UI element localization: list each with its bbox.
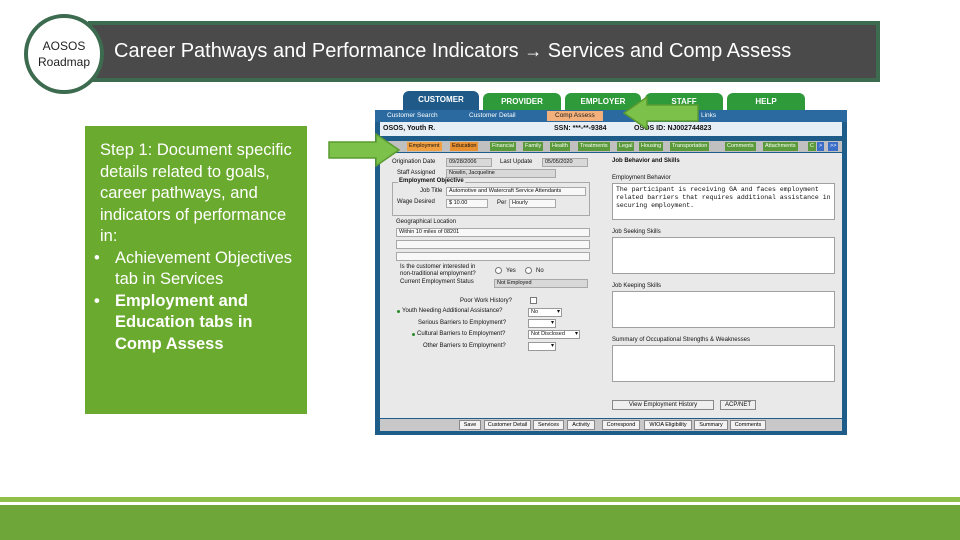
youth-needing-select[interactable]: No ▾: [528, 308, 562, 317]
subtab-employment[interactable]: Employment: [409, 143, 440, 149]
step-label: Step 1:: [100, 141, 153, 159]
serious-barriers-label: Serious Barriers to Employment?: [418, 320, 507, 326]
job-keeping-textarea[interactable]: [612, 291, 835, 328]
geo-location-field-2[interactable]: [396, 240, 590, 249]
job-title-field[interactable]: Automotive and Watercraft Service Attendants: [446, 187, 586, 196]
main-tab-row: [375, 91, 847, 110]
summary-button[interactable]: Summary: [694, 420, 728, 430]
bottom-button-bar: [380, 419, 842, 431]
customer-subnav: [375, 110, 847, 122]
footer-divider: [0, 497, 960, 502]
cultural-barriers-select[interactable]: Not Disclosed ▾: [528, 330, 580, 339]
right-arrow-icon: →: [524, 41, 543, 61]
nontrad-no-label: No: [536, 268, 544, 274]
employment-behavior-textarea[interactable]: The participant is receiving GA and faces employment related barriers that requires additional assistance in securing employment.: [612, 183, 835, 220]
subtab-health[interactable]: Health: [552, 143, 568, 149]
youth-needing-label: Youth Needing Additional Assistance?: [402, 308, 503, 314]
origination-date-label: Origination Date: [392, 159, 436, 165]
aosos-screenshot: [375, 91, 847, 435]
customer-osos-id: OSOS ID: NJ002744823: [634, 125, 712, 132]
subnav-comp-assess[interactable]: Comp Assess: [547, 111, 603, 121]
job-seeking-textarea[interactable]: [612, 237, 835, 274]
wage-desired-field[interactable]: $ 10.00: [446, 199, 488, 208]
subtab-attachments[interactable]: Attachments: [765, 143, 796, 149]
roadmap-badge: [24, 14, 104, 94]
tab-provider[interactable]: PROVIDER: [483, 93, 561, 110]
other-barriers-label: Other Barriers to Employment?: [423, 343, 506, 349]
employment-objective-legend: Employment Objective: [399, 178, 464, 184]
title-bar: [88, 21, 880, 82]
tab-staff[interactable]: STAFF: [645, 93, 723, 110]
page-title: [114, 40, 791, 63]
bullet-services: • Achievement Objectives tab in Services: [86, 248, 293, 291]
wage-desired-label: Wage Desired: [397, 199, 435, 205]
customer-info-bar: [380, 122, 842, 136]
title-right: Services and Comp Assess: [547, 40, 792, 62]
subtab-next[interactable]: >: [819, 143, 823, 149]
employment-form: [380, 153, 842, 418]
nontrad-no-radio[interactable]: [525, 267, 532, 274]
poor-work-history-label: Poor Work History?: [460, 298, 512, 304]
comments-button[interactable]: Comments: [730, 420, 766, 430]
subtab-education[interactable]: Education: [452, 143, 477, 149]
step-text: Document specific details related to goals, career pathways, and indicators of performance in:: [100, 141, 292, 245]
view-employment-history-button[interactable]: View Employment History: [612, 400, 714, 410]
job-keeping-label: Job Keeping Skills: [612, 283, 662, 289]
subtab-last[interactable]: >>: [830, 143, 837, 149]
last-update-label: Last Update: [500, 159, 533, 165]
tab-help[interactable]: HELP: [727, 93, 805, 110]
subnav-customer-detail[interactable]: Customer Detail: [469, 112, 516, 119]
activity-button[interactable]: Activity: [567, 420, 595, 430]
title-left: Career Pathways and Performance Indicators: [114, 40, 519, 62]
footer-bar: [0, 505, 960, 540]
comp-assess-subtabs: [380, 141, 842, 152]
services-button[interactable]: Services: [533, 420, 564, 430]
current-status-label: Current Employment Status: [400, 279, 474, 285]
save-button[interactable]: Save: [459, 420, 481, 430]
nontrad-question-line1: Is the customer interested in: [400, 264, 476, 270]
tab-customer[interactable]: CUSTOMER: [403, 91, 479, 110]
nontrad-yes-radio[interactable]: [495, 267, 502, 274]
current-status-field: Not Employed: [494, 279, 588, 288]
subtab-treatments[interactable]: Treatments: [580, 143, 608, 149]
subtab-transportation[interactable]: Transportation: [672, 143, 708, 149]
bullet-comp-assess: • Employment and Education tabs in Comp Assess: [86, 291, 293, 356]
cultural-barriers-label: Cultural Barriers to Employment?: [417, 331, 506, 337]
nontrad-question-line2: non-traditional employment?: [400, 271, 476, 277]
customer-detail-button[interactable]: Customer Detail: [484, 420, 531, 430]
geo-location-field[interactable]: Within 10 miles of 08201: [396, 228, 590, 237]
staff-assigned-field: Nowlin, Jacqueline: [446, 169, 556, 178]
step-text-box: [85, 126, 307, 414]
serious-barriers-select[interactable]: [528, 319, 556, 328]
left-callout-arrow-icon: [623, 96, 699, 130]
last-update-field: 05/05/2020: [542, 158, 588, 167]
wioa-eligibility-button[interactable]: WIOA Eligibility: [644, 420, 692, 430]
job-behavior-heading: Job Behavior and Skills: [612, 158, 680, 164]
required-dot-icon: [397, 310, 400, 313]
per-label: Per: [497, 200, 507, 206]
correspond-button[interactable]: Correspond: [602, 420, 640, 430]
summary-label: Summary of Occupational Strengths & Weaknesses: [612, 337, 750, 343]
acp-net-button[interactable]: ACP/NET: [720, 400, 756, 410]
step-bullets: [86, 248, 293, 356]
subnav-links[interactable]: Links: [701, 112, 717, 119]
other-barriers-select[interactable]: [528, 342, 556, 351]
step-paragraph: [100, 140, 293, 248]
job-seeking-label: Job Seeking Skills: [612, 229, 661, 235]
subtab-financial[interactable]: Financial: [492, 143, 515, 149]
employment-behavior-label: Employment Behavior: [612, 175, 671, 181]
subnav-customer-search[interactable]: Customer Search: [387, 112, 438, 119]
subtab-c[interactable]: C: [810, 143, 814, 149]
staff-assigned-label: Staff Assigned: [397, 170, 436, 176]
nontrad-yes-label: Yes: [506, 268, 516, 274]
poor-work-history-checkbox[interactable]: [530, 297, 537, 304]
right-callout-arrow-icon: [328, 133, 400, 167]
per-field[interactable]: Hourly: [509, 199, 556, 208]
subtab-family[interactable]: Family: [525, 143, 542, 149]
badge-line2: Roadmap: [37, 55, 91, 69]
customer-ssn: SSN: ***-**-9384: [554, 125, 607, 132]
badge-line1: AOSOS: [42, 39, 86, 53]
geo-location-label: Geographical Location: [396, 219, 457, 225]
tab-employer[interactable]: EMPLOYER: [565, 93, 641, 110]
customer-name: OSOS, Youth R.: [383, 125, 436, 132]
origination-date-field: 09/28/2006: [446, 158, 492, 167]
subtab-comments[interactable]: Comments: [727, 143, 754, 149]
subtab-housing[interactable]: Housing: [641, 143, 662, 149]
job-title-label: Job Title: [420, 188, 443, 194]
geo-location-field-3[interactable]: [396, 252, 590, 261]
subtab-legal[interactable]: Legal: [619, 143, 633, 149]
summary-textarea[interactable]: [612, 345, 835, 382]
required-dot-icon: [412, 333, 415, 336]
